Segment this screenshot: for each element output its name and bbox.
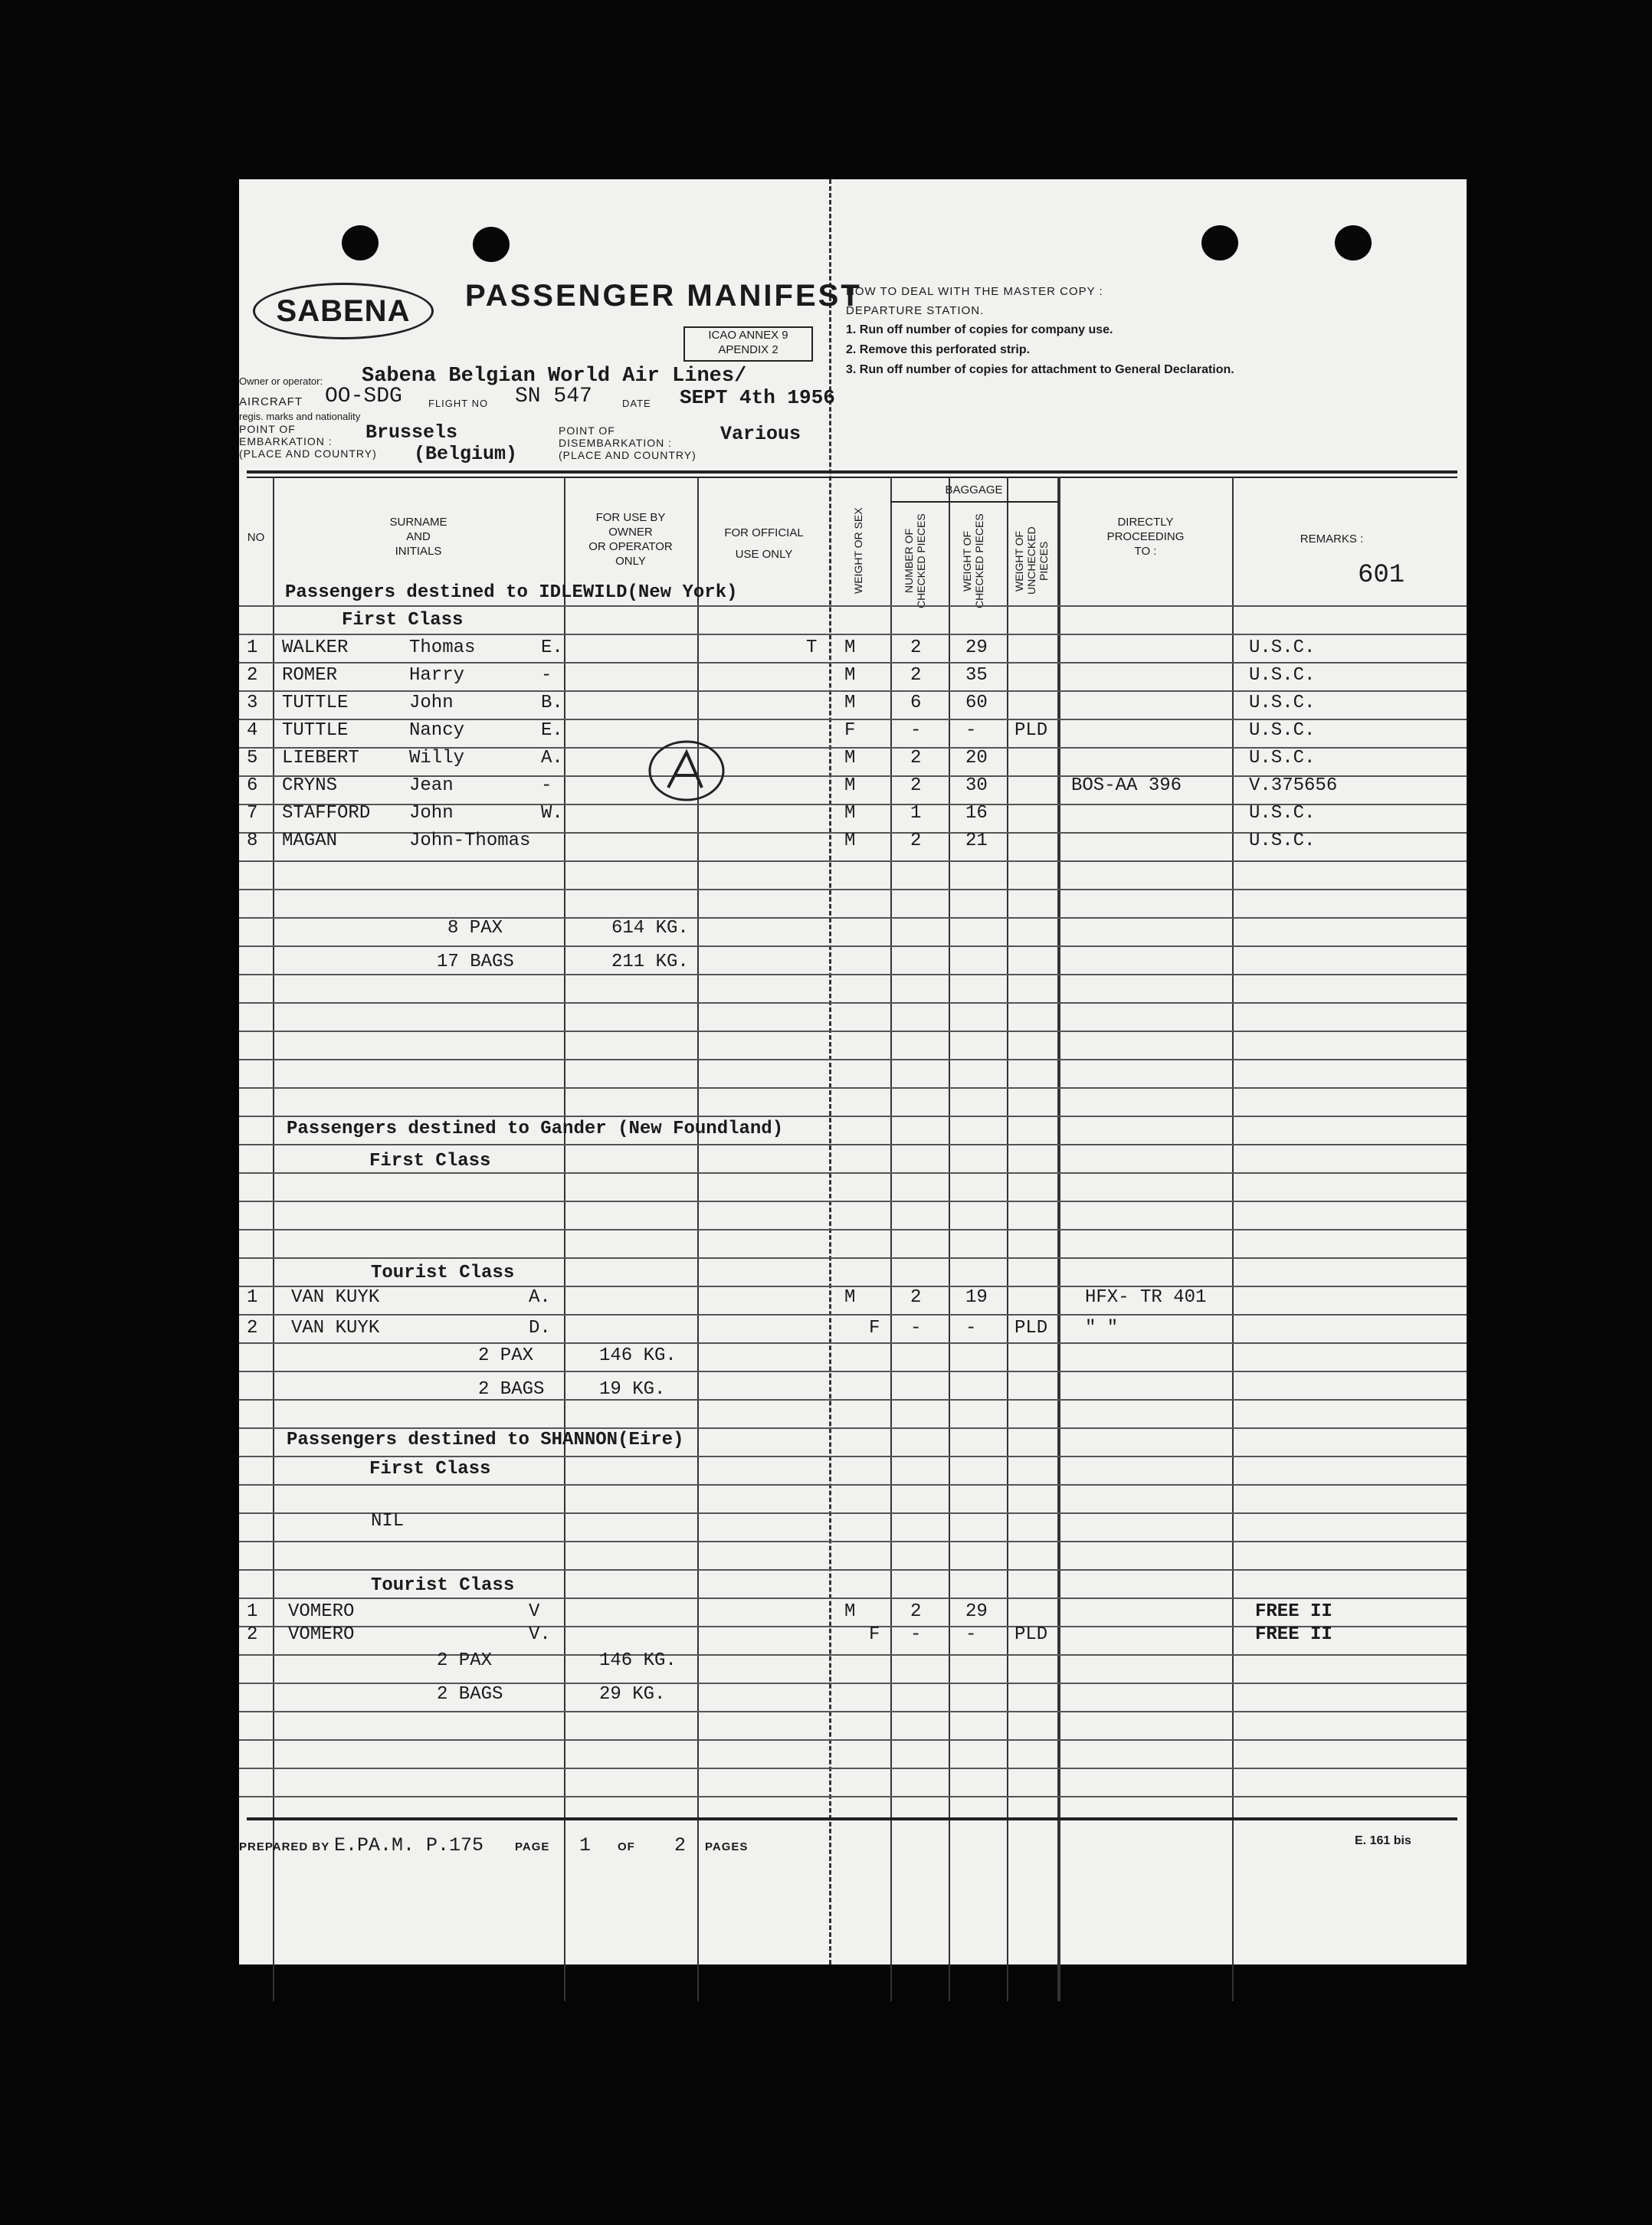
disembark-label-3: (PLACE AND COUNTRY)	[559, 449, 697, 461]
passenger-surname: STAFFORD	[282, 803, 371, 824]
flight-value: SN 547	[515, 385, 592, 408]
checked-weight: 30	[965, 775, 988, 796]
icao-box	[683, 326, 813, 362]
instruction-2: 2. Remove this perforated strip.	[846, 343, 1031, 356]
row-number: 2	[247, 1624, 258, 1645]
table-row-line	[239, 1229, 1467, 1230]
proceeding-to: HFX- TR 401	[1085, 1287, 1207, 1308]
passenger-given-name: Harry	[409, 665, 465, 686]
passenger-sex: M	[844, 775, 856, 796]
table-row-line	[239, 1739, 1467, 1741]
table-row-line	[239, 662, 1467, 664]
prepared-label: PREPARED BY	[239, 1840, 330, 1853]
row-number: 7	[247, 803, 258, 824]
column-line	[1232, 477, 1234, 2001]
handwritten-stamp	[645, 737, 729, 806]
pages-label: PAGES	[705, 1840, 749, 1853]
page-title: PASSENGER MANIFEST	[465, 279, 862, 313]
page-value: 1	[579, 1834, 592, 1856]
column-header-weight-sex: WEIGHT OR SEX	[852, 507, 864, 595]
column-header-proceeding: DIRECTLY PROCEEDING TO :	[1106, 516, 1185, 558]
passenger-surname: VOMERO	[288, 1624, 355, 1645]
disembark-label-1: POINT OF	[559, 424, 615, 437]
passenger-initial: E.	[541, 720, 563, 741]
checked-weight: 16	[965, 803, 988, 824]
passenger-surname: MAGAN	[282, 831, 338, 851]
passenger-given-name: Nancy	[409, 720, 465, 741]
passenger-given-name: John	[409, 803, 454, 824]
class-heading-first: First Class	[369, 1459, 491, 1480]
checked-pieces: 6	[910, 693, 922, 713]
disembark-value: Various	[720, 423, 801, 445]
punch-hole	[1335, 225, 1372, 261]
table-row-line	[239, 1201, 1467, 1202]
icao-line1: ICAO ANNEX 9	[708, 329, 788, 342]
passenger-remarks: FREE II	[1255, 1624, 1332, 1645]
checked-weight: 21	[965, 831, 988, 851]
checked-weight: 20	[965, 748, 988, 768]
table-row-line	[239, 1172, 1467, 1174]
column-line	[949, 477, 950, 2001]
column-line	[564, 477, 565, 2001]
total-bags-weight: 211 KG.	[611, 952, 689, 972]
table-row-line	[239, 1654, 1467, 1656]
passenger-initial: -	[541, 665, 552, 686]
embark-value-2: (Belgium)	[414, 443, 518, 465]
total-pax-label: 8 PAX	[447, 918, 503, 939]
passenger-surname: VAN KUYK	[291, 1318, 380, 1339]
aircraft-label: AIRCRAFT	[239, 395, 303, 408]
table-row-line	[239, 1569, 1467, 1571]
checked-weight: 19	[965, 1287, 988, 1308]
table-row-line	[239, 1456, 1467, 1457]
column-header-weight-unchecked: WEIGHT OF UNCHECKED PIECES	[1013, 526, 1050, 595]
table-row-line	[239, 1144, 1467, 1145]
perforation-line	[829, 179, 831, 1964]
instructions-subtitle: DEPARTURE STATION.	[846, 304, 985, 317]
column-header-num-checked: NUMBER OF CHECKED PIECES	[903, 513, 927, 608]
checked-weight: -	[965, 720, 977, 741]
total-bags-label: 17 BAGS	[437, 952, 514, 972]
column-line	[1007, 477, 1008, 2001]
passenger-initial: A.	[541, 748, 563, 768]
checked-weight: -	[965, 1624, 977, 1645]
manifest-sheet	[239, 179, 1467, 1964]
unchecked-pieces: PLD	[1014, 720, 1048, 741]
checked-weight: 60	[965, 693, 988, 713]
class-heading-nil: NIL	[371, 1511, 405, 1532]
total-pax-weight: 614 KG.	[611, 918, 689, 939]
row-number: 1	[247, 1287, 258, 1308]
passenger-surname: LIEBERT	[282, 748, 359, 768]
column-header-surname: SURNAME AND INITIALS	[389, 516, 447, 558]
passenger-sex: F	[869, 1318, 880, 1339]
unchecked-pieces: PLD	[1014, 1624, 1048, 1645]
class-heading-first: First Class	[342, 610, 464, 631]
row-number: 1	[247, 637, 258, 658]
total-pax-label: 2 PAX	[478, 1345, 534, 1366]
passenger-remarks: U.S.C.	[1249, 831, 1316, 851]
passenger-remarks: U.S.C.	[1249, 693, 1316, 713]
header-rule	[247, 477, 1457, 478]
column-header-weight-checked: WEIGHT OF CHECKED PIECES	[961, 513, 985, 608]
disembark-label-2: DISEMBARKATION :	[559, 437, 672, 449]
row-number: 6	[247, 775, 258, 796]
total-pax-label: 2 PAX	[437, 1650, 493, 1671]
date-label: DATE	[622, 398, 651, 409]
checked-pieces: -	[910, 720, 922, 741]
official-use-mark: T	[806, 637, 818, 658]
table-row-line	[239, 1484, 1467, 1486]
passenger-remarks: U.S.C.	[1249, 803, 1316, 824]
passenger-sex: M	[844, 1601, 856, 1622]
passenger-surname: ROMER	[282, 665, 338, 686]
passenger-given-name: Thomas	[409, 637, 476, 658]
column-line	[697, 477, 699, 2001]
checked-pieces: 2	[910, 665, 922, 686]
checked-pieces: 2	[910, 831, 922, 851]
table-row-line	[239, 1371, 1467, 1372]
table-row-line	[239, 1541, 1467, 1542]
passenger-sex: M	[844, 748, 856, 768]
proceeding-to: " "	[1085, 1318, 1119, 1339]
table-row-line	[239, 1796, 1467, 1797]
table-row-line	[239, 1427, 1467, 1429]
passenger-sex: M	[844, 637, 856, 658]
table-row-line	[239, 1087, 1467, 1089]
baggage-divider	[890, 501, 1059, 503]
passenger-initial: V.	[529, 1624, 551, 1645]
table-row-line	[239, 1314, 1467, 1316]
passenger-given-name: John	[409, 693, 454, 713]
table-row-line	[239, 1512, 1467, 1514]
row-number: 1	[247, 1601, 258, 1622]
checked-pieces: 2	[910, 775, 922, 796]
table-row-line	[239, 1399, 1467, 1401]
table-row-line	[239, 1768, 1467, 1769]
passenger-surname: TUTTLE	[282, 693, 349, 713]
table-row-line	[239, 974, 1467, 975]
column-header-remarks: REMARKS :	[1300, 532, 1364, 546]
class-heading-first: First Class	[369, 1151, 491, 1171]
table-row-line	[239, 1116, 1467, 1117]
row-number: 8	[247, 831, 258, 851]
form-number: E. 161 bis	[1355, 1834, 1411, 1847]
of-value: 2	[674, 1834, 687, 1856]
checked-pieces: 2	[910, 637, 922, 658]
passenger-given-name: John-Thomas	[409, 831, 531, 851]
page-label: PAGE	[515, 1840, 550, 1853]
passenger-initial: V	[529, 1601, 540, 1622]
instruction-1: 1. Run off number of copies for company use.	[846, 323, 1113, 336]
class-heading-tourist: Tourist Class	[371, 1575, 515, 1596]
passenger-remarks: FREE II	[1255, 1601, 1332, 1622]
flight-label: FLIGHT NO	[428, 398, 489, 409]
passenger-sex: F	[844, 720, 856, 741]
proceeding-to: BOS-AA 396	[1071, 775, 1182, 796]
passenger-initial: W.	[541, 803, 563, 824]
embark-label-2: EMBARKATION :	[239, 435, 333, 447]
punch-hole	[1201, 225, 1238, 261]
passenger-sex: M	[844, 803, 856, 824]
passenger-initial: B.	[541, 693, 563, 713]
passenger-sex: M	[844, 831, 856, 851]
passenger-remarks: U.S.C.	[1249, 665, 1316, 686]
total-bags-weight: 19 KG.	[599, 1379, 666, 1400]
total-bags-weight: 29 KG.	[599, 1684, 666, 1705]
checked-pieces: 2	[910, 748, 922, 768]
sabena-logo: SABENA	[253, 283, 434, 339]
instruction-3: 3. Run off number of copies for attachment to General Declaration.	[846, 363, 1234, 376]
total-pax-weight: 146 KG.	[599, 1345, 677, 1366]
table-row-line	[239, 1597, 1467, 1599]
icao-line2: APENDIX 2	[718, 343, 778, 356]
section-heading-shannon: Passengers destined to SHANNON(Eire)	[287, 1430, 684, 1450]
checked-weight: 35	[965, 665, 988, 686]
checked-weight: 29	[965, 637, 988, 658]
column-header-owner-use: FOR USE BY OWNER OR OPERATOR ONLY	[588, 511, 673, 568]
passenger-initial: E.	[541, 637, 563, 658]
row-number: 2	[247, 1318, 258, 1339]
table-row-line	[239, 889, 1467, 890]
passenger-surname: CRYNS	[282, 775, 338, 796]
passenger-remarks: U.S.C.	[1249, 748, 1316, 768]
date-value: SEPT 4th 1956	[680, 386, 835, 409]
row-number: 5	[247, 748, 258, 768]
table-row-line	[239, 690, 1467, 692]
row-number: 2	[247, 665, 258, 686]
column-line	[1059, 477, 1060, 2001]
passenger-surname: TUTTLE	[282, 720, 349, 741]
class-heading-tourist: Tourist Class	[371, 1263, 515, 1283]
passenger-sex: M	[844, 693, 856, 713]
passenger-surname: VAN KUYK	[291, 1287, 380, 1308]
column-header-baggage: BAGGAGE	[945, 483, 1003, 496]
column-header-no: NO	[247, 531, 265, 544]
passenger-given-name: Jean	[409, 775, 454, 796]
total-pax-weight: 146 KG.	[599, 1650, 677, 1671]
table-row-line	[239, 917, 1467, 919]
page-stamp: 601	[1358, 561, 1405, 590]
owner-label: Owner or operator:	[239, 375, 323, 387]
aircraft-value: OO-SDG	[325, 385, 402, 408]
checked-weight: 29	[965, 1601, 988, 1622]
table-row-line	[239, 860, 1467, 862]
passenger-initial: A.	[529, 1287, 551, 1308]
table-row-line	[239, 1002, 1467, 1004]
section-heading-gander: Passengers destined to Gander (New Foundland)	[287, 1119, 784, 1139]
passenger-sex: M	[844, 1287, 856, 1308]
prepared-value: E.PA.M. P.175	[334, 1834, 484, 1856]
passenger-remarks: U.S.C.	[1249, 637, 1316, 658]
checked-pieces: -	[910, 1624, 922, 1645]
table-row-line	[239, 1683, 1467, 1684]
checked-pieces: 2	[910, 1601, 922, 1622]
unchecked-pieces: PLD	[1014, 1318, 1048, 1339]
column-header-official-use: FOR OFFICIAL USE ONLY	[724, 526, 804, 561]
total-bags-label: 2 BAGS	[478, 1379, 545, 1400]
passenger-surname: VOMERO	[288, 1601, 355, 1622]
passenger-remarks: V.375656	[1249, 775, 1338, 796]
row-number: 3	[247, 693, 258, 713]
reg-label: regis. marks and nationality	[239, 411, 361, 422]
embark-label-1: POINT OF	[239, 423, 296, 435]
table-row-line	[239, 1031, 1467, 1032]
checked-pieces: 2	[910, 1287, 922, 1308]
passenger-remarks: U.S.C.	[1249, 720, 1316, 741]
checked-pieces: -	[910, 1318, 922, 1339]
punch-hole	[342, 225, 379, 261]
punch-hole	[473, 227, 510, 262]
embark-value-1: Brussels	[365, 421, 458, 444]
passenger-initial: -	[541, 775, 552, 796]
passenger-initial: D.	[529, 1318, 551, 1339]
table-row-line	[239, 1711, 1467, 1712]
instructions-title: HOW TO DEAL WITH THE MASTER COPY :	[846, 285, 1103, 298]
table-row-line	[239, 1059, 1467, 1060]
embark-label-3: (PLACE AND COUNTRY)	[239, 447, 377, 460]
of-label: OF	[618, 1840, 635, 1853]
checked-pieces: 1	[910, 803, 922, 824]
column-line	[273, 477, 274, 2001]
owner-value: Sabena Belgian World Air Lines/	[362, 365, 747, 388]
passenger-sex: M	[844, 665, 856, 686]
table-row-line	[239, 605, 1467, 607]
footer-rule	[247, 1817, 1457, 1820]
table-row-line	[239, 1257, 1467, 1259]
table-row-line	[239, 634, 1467, 635]
table-row-line	[239, 945, 1467, 947]
checked-weight: -	[965, 1318, 977, 1339]
passenger-surname: WALKER	[282, 637, 349, 658]
passenger-given-name: Willy	[409, 748, 465, 768]
table-row-line	[239, 1342, 1467, 1344]
passenger-sex: F	[869, 1624, 880, 1645]
header-rule	[247, 470, 1457, 474]
row-number: 4	[247, 720, 258, 741]
column-line	[890, 477, 892, 2001]
total-bags-label: 2 BAGS	[437, 1684, 503, 1705]
section-heading-newyork: Passengers destined to IDLEWILD(New York)	[285, 582, 738, 603]
